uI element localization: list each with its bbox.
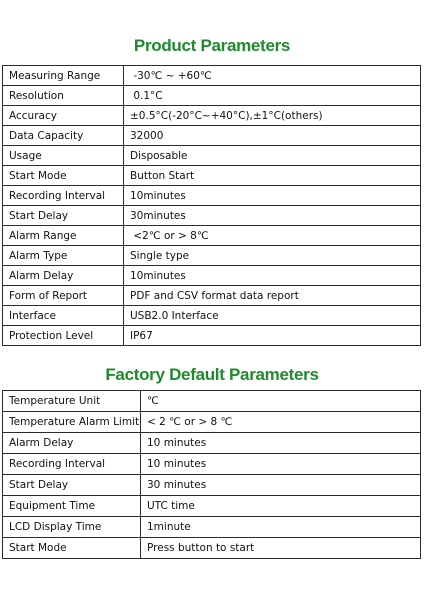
parameter-value: 0.1°C [124,86,421,106]
parameter-label: Equipment Time [3,496,141,517]
table-row [3,266,421,286]
parameter-label: Start Mode [3,538,141,559]
parameter-value: Press button to start [141,538,421,559]
parameter-label: Start Delay [3,475,141,496]
table-row [3,517,421,538]
parameter-value: PDF and CSV format data report [124,286,421,306]
parameter-value: IP67 [124,326,421,346]
table-row [3,475,421,496]
parameter-value: 32000 [124,126,421,146]
table-row [3,306,421,326]
parameter-label: Alarm Type [3,246,124,266]
parameter-label: Resolution [3,86,124,106]
parameter-label: Start Delay [3,206,124,226]
factory-default-parameters-table [2,390,421,559]
table-row [3,126,421,146]
table-row [3,166,421,186]
parameter-value: < 2 ℃ or > 8 ℃ [141,412,421,433]
parameter-value: Button Start [124,166,421,186]
parameter-value: Single type [124,246,421,266]
parameter-label: Measuring Range [3,66,124,86]
parameter-value: ℃ [141,391,421,412]
parameter-value: 10 minutes [141,454,421,475]
product-parameters-title: Product Parameters [133,36,291,55]
table-row [3,186,421,206]
parameter-label: Accuracy [3,106,124,126]
table-row [3,391,421,412]
table-row [3,326,421,346]
parameter-value: ±0.5°C(-20°C~+40°C),±1°C(others) [124,106,421,126]
table-row [3,146,421,166]
parameter-label: Recording Interval [3,186,124,206]
parameter-label: Alarm Range [3,226,124,246]
parameter-label: Alarm Delay [3,266,124,286]
parameter-label: Interface [3,306,124,326]
table-row [3,454,421,475]
parameter-value: 10minutes [124,186,421,206]
table-row [3,433,421,454]
table-row [3,538,421,559]
parameter-value: -30℃ ~ +60℃ [124,66,421,86]
parameter-value: 1minute [141,517,421,538]
table-row [3,226,421,246]
parameter-label: Usage [3,146,124,166]
parameter-value: 30minutes [124,206,421,226]
factory-default-parameters-title: Factory Default Parameters [105,365,319,384]
parameter-label: Recording Interval [3,454,141,475]
table-row [3,412,421,433]
table-row [3,496,421,517]
parameter-label: Temperature Unit [3,391,141,412]
table-row [3,86,421,106]
parameter-label: Data Capacity [3,126,124,146]
product-parameters-table [2,65,421,346]
parameter-value: 30 minutes [141,475,421,496]
parameter-value: Disposable [124,146,421,166]
parameter-label: Protection Level [3,326,124,346]
table-row [3,206,421,226]
parameter-label: LCD Display Time [3,517,141,538]
table-row [3,66,421,86]
parameter-value: UTC time [141,496,421,517]
table-row [3,246,421,266]
parameter-value: USB2.0 Interface [124,306,421,326]
parameter-label: Form of Report [3,286,124,306]
parameter-value: 10minutes [124,266,421,286]
parameter-label: Temperature Alarm Limit [3,412,141,433]
parameter-label: Alarm Delay [3,433,141,454]
parameter-value: <2℃ or > 8℃ [124,226,421,246]
parameter-value: 10 minutes [141,433,421,454]
parameter-label: Start Mode [3,166,124,186]
table-row [3,106,421,126]
table-row [3,286,421,306]
